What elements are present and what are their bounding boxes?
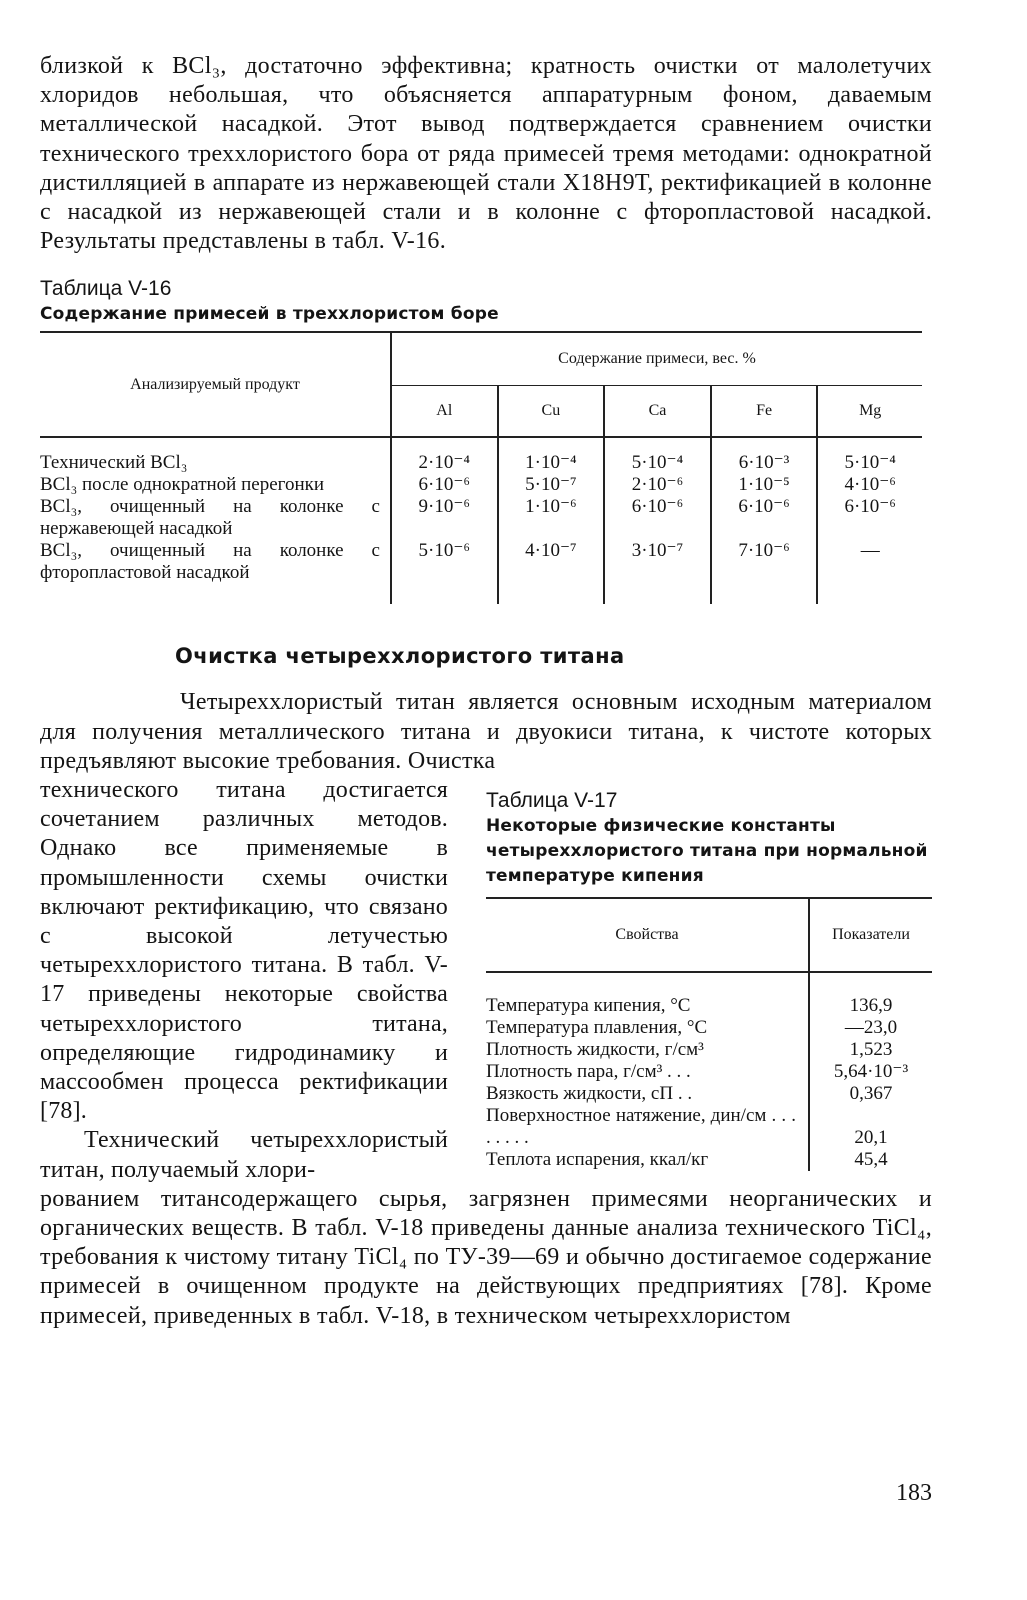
section-paragraph-2-column: Технический четыреххлористый титан, получаемый хлори- [40,1127,448,1183]
table-row [486,1039,932,1061]
table-16-col-ca: Ca [604,386,711,438]
table-17-property: Поверхностное натяжение, дин/см . . . . . . . . [486,1105,796,1149]
table-16-cell: 5·10⁻⁷ [498,474,605,496]
table-16-cell: 7·10⁻⁶ [711,540,818,604]
left-column [40,776,448,1185]
table-row [40,540,922,604]
table-16-cell: 2·10⁻⁶ [604,474,711,496]
table-16-cell: 6·10⁻³ [711,437,818,474]
table-17-value: 5,64·10⁻³ [809,1061,932,1083]
table-17-value: 136,9 [809,972,932,1017]
table-16-block [40,276,932,604]
table-17-caption: Таблица V-17 [486,789,618,813]
table-17-property: Температура кипения, °С [486,995,691,1017]
table-16-cell: 9·10⁻⁶ [391,496,498,540]
table-16-cell: 2·10⁻⁴ [391,437,498,474]
table-16-product: Технический BCl₃ [40,452,188,474]
table-16-cell: 6·10⁻⁶ [711,496,818,540]
table-17-value: —23,0 [809,1017,932,1039]
table-16-col-product: Анализируемый продукт [40,332,391,437]
table-16-cell: 5·10⁻⁶ [391,540,498,604]
table-16-cell: 1·10⁻⁶ [498,496,605,540]
table-16 [40,331,922,604]
table-16-cell: 5·10⁻⁴ [604,437,711,474]
table-16-col-fe: Fe [711,386,818,438]
table-16-col-cu: Cu [498,386,605,438]
table-17-block [486,788,932,1171]
two-column-area [40,776,932,1185]
table-16-cell: 6·10⁻⁶ [391,474,498,496]
table-row [486,972,932,1017]
table-17-col-property: Свойства [486,898,809,972]
table-row [486,1083,932,1105]
table-17-property: Теплота испарения, ккал/кг [486,1149,709,1171]
table-16-cell: 5·10⁻⁴ [817,437,922,474]
table-16-cell: — [817,540,922,604]
table-16-col-al: Al [391,386,498,438]
table-16-cell: 3·10⁻⁷ [604,540,711,604]
table-17-property: Плотность пара, г/см³ . . . [486,1061,691,1083]
table-17-value: 1,523 [809,1039,932,1061]
table-16-cell: 6·10⁻⁶ [604,496,711,540]
table-row [40,496,922,540]
table-16-cell: 6·10⁻⁶ [817,496,922,540]
table-row [486,1017,932,1039]
table-17 [486,897,932,1171]
table-16-product: BCl₃, очищенный на колонке с нержавеющей насадкой [40,496,380,540]
section-paragraph-1-column: технического титана достигается сочетанием различных методов. Однако все применяемые в промышленности схемы очистки включают ректификацию, что связано с высокой летучестью четыреххлористого титана. В табл. V-17 приведены некоторые свойства четыреххлористого титана, определяющие гидродинамику и массообмен процесса ректификации [78]. [40,777,448,1125]
table-row [40,474,922,496]
page [40,52,932,1331]
intro-paragraph: близкой к BCl₃, достаточно эффективна; кратность очистки от малолетучих хлоридов небольшая, что объясняется аппаратурным фоном, даваемым металлической насадкой. Этот вывод подтверждается сравнением очистки технического треххлористого бора от ряда примесей тремя методами: однократной дистилляцией в аппарате из нержавеющей стали Х18Н9Т, ректификацией в колонне с насадкой из нержавеющей стали и в колонне с фторопластовой насадкой. Результаты представлены в табл. V-16. [40,53,932,255]
table-16-col-group: Содержание примеси, вес. % [391,332,922,386]
table-row [486,1105,932,1149]
table-17-property: Вязкость жидкости, сП . . [486,1083,693,1105]
table-17-value: 45,4 [809,1149,932,1171]
page-number: 183 [896,1480,932,1506]
table-row [486,1061,932,1083]
table-16-cell: 4·10⁻⁶ [817,474,922,496]
table-16-product: BCl₃ после однократной перегонки [40,474,325,496]
table-16-cell: 4·10⁻⁷ [498,540,605,604]
table-row [486,1149,932,1171]
table-17-value: 0,367 [809,1083,932,1105]
section-paragraph-2-full: рованием титансодержащего сырья, загрязнен примесями неорганических и органических веществ. В табл. V-18 приведены данные анализа технического TiCl₄, требования к чистому титану TiCl₄ по ТУ-39—69 и обычно достигаемое содержание примесей в очищенном продукте на действующих предприятиях [78]. Кроме примесей, приведенных в табл. V-18, в техническом четыреххлористом [40,1185,932,1329]
table-17-property: Температура плавления, °С [486,1017,708,1039]
table-17-property: Плотность жидкости, г/см³ [486,1039,704,1061]
section-paragraph-1-full: Четыреххлористый титан является основным исходным материалом для получения металлического титана и двуокиси титана, к чистоте которых предъявляют высокие требования. Очистка [40,689,932,774]
table-17-value: 20,1 [809,1105,932,1149]
section-heading: Очистка четыреххлористого титана [175,644,625,669]
table-17-title: Некоторые физические константы четыреххлористого титана при нормальной температуре кипения [486,816,928,887]
table-16-cell: 1·10⁻⁵ [711,474,818,496]
table-16-caption: Таблица V-16 [40,277,172,301]
table-16-cell: 1·10⁻⁴ [498,437,605,474]
table-16-title: Содержание примесей в треххлористом боре [40,304,499,325]
table-16-col-mg: Mg [817,386,922,438]
table-16-product: BCl₃, очищенный на колонке с фторопластовой насадкой [40,540,380,584]
table-17-col-value: Показатели [809,898,932,972]
table-row [40,437,922,474]
